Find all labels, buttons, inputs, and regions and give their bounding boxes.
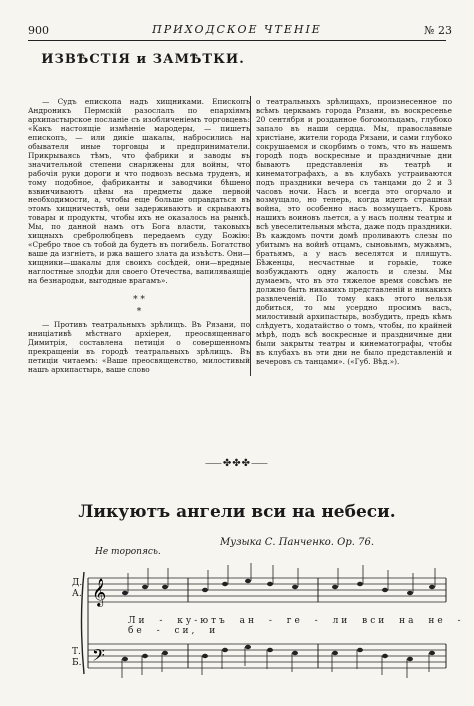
- page-number: 900: [28, 24, 49, 37]
- treble-clef-icon: 𝄞: [92, 578, 107, 606]
- staff-upper: [88, 578, 446, 602]
- column-divider: [250, 96, 251, 376]
- article-column-right: [256, 98, 452, 367]
- article-paragraph: — Судъ епископа надъ хищниками. Епископъ Андроникъ Пермскій разослалъ по епархіямъ архипастырское посланіе съ изобличеніемъ торговцевъ: «Какъ настоящіе измѣнніе мародеры, — пишетъ епископъ, — или дикіе шакалы, набросились на обывателя иные торговцы и предприниматели. Прикрываясь тѣмъ, что фабрики и заводы въ значительной степени снаряжены для войны, что рабочія руки дороги и что подвозъ весьма труденъ, и тому подобное, фабриканты и заводчики бѣшено взвинчиваютъ цѣны на предметы даже первой необходимости, а, чтобы еще больше оправдаться въ этомъ хищничествѣ, они задерживаютъ и скрываютъ товары и продукты, чтобы ихъ не оказалось на рынкѣ. Мы, по данной намъ отъ Бога власти, таковыхъ хищныхъ сребролюбцевъ передаемъ суду Божію: «Сребро твое съ тобой да будетъ въ погибель. Богатство ваше да изгніетъ, и ржа вашего злата да изъѣстъ. Они—хищники—шакалы для своихъ сосѣдей, они—вредные наглостные злодѣи для своего Отечества, вапиляваящіе на безнародьи, выгодные врагамъ».: [28, 97, 250, 286]
- song-title: Ликуютъ ангели вси на небеси.: [78, 502, 396, 522]
- composer-credit: Музыка С. Панченко. Ор. 76.: [220, 537, 374, 548]
- section-stars: * * *: [133, 295, 145, 318]
- article-column-left: [28, 98, 250, 375]
- note-stems-lower: [122, 647, 429, 678]
- system-brace: [82, 572, 85, 674]
- voice-labels-lower: Т. Б.: [72, 647, 82, 668]
- notes-lower: [122, 645, 435, 661]
- article-paragraph: о театральныхъ зрѣлищахъ, произнесенное по всѣмъ церквамъ города Рязани, въ воскресенье 20 сентября и розданное богомольцамъ, глубоко запало въ наши сердца. Мы, православные христіане, жители города Рязани, и сами глубоко сокрушаемся и скорбимъ о томъ, что въ нашемъ городѣ подъ воскресные и праздничные дни бываютъ представленія въ театрѣ и кинематографахъ, а въ клубахъ устраиваются подъ праздники вечера съ танцами до 2 и 3 часовъ ночи. Насъ и всегда это огорчало и возмущало, но теперь, когда идетъ страшная война, это особенно насъ возмущаетъ. Кровь нашихъ воиновъ льется, а у насъ полны театры и всѣ увеселительныя мѣста, даже подъ праздники. Въ каждомъ почти домѣ проливаютъ слезы по убитымъ на войнѣ отцамъ, сыновьямъ, мужьямъ, братьямъ, а у насъ веселятся и пляшутъ. Бѣженцы, несчастные и горькіе, тоже возбуждаютъ одну жалость и слезы. Мы думаемъ, что въ это тяжелое время совсѣмъ не должно быть никакихъ представленій и никакихъ развлеченій. По тому какъ этого нельзя добиться, то мы усердно просимъ васъ, милостивый архипастырь, возбудить, предъ кѣмъ слѣдуетъ, ходатайство о томъ, чтобы, по крайней мѣрѣ, подъ всѣ воскресные и праздничные дни были закрыты театры и кинематографы, чтобы въ клубахъ въ эти дни не было представленій и вечеровъ съ танцами». («Губ. Вѣд.»).: [256, 97, 452, 366]
- divider-ornament: ⸺✤✤✤⸺: [205, 458, 269, 469]
- article-paragraph: — Противъ театральныхъ зрѣлищъ. Въ Рязани, по иниціативѣ мѣстнаго архіерея, преосвященнаго Димитрія, составлена петиція о совершенномъ прекращеніи въ городѣ театральныхъ зрѣлищъ. Въ петиціи читаемъ: «Ваше преосвященство, милостивый нашъ архипастырь, ваше слово: [28, 320, 250, 374]
- voice-labels-upper: Д. А.: [72, 578, 83, 599]
- running-title: ПРИХОДСКОЕ ЧТЕНІЕ: [152, 23, 322, 36]
- header-rule: [28, 40, 446, 41]
- section-title: ИЗВѢСТІЯ и ЗАМѢТКИ.: [41, 52, 245, 67]
- page-header: [0, 0, 474, 40]
- bass-clef-icon: 𝄢: [92, 645, 105, 669]
- tempo-marking: Не торопясь.: [95, 547, 161, 557]
- lyrics-line: Ли - ку-ютъ ан - ге - ли вси на не - бе - си, и: [128, 616, 464, 636]
- issue-number: № 23: [424, 24, 452, 37]
